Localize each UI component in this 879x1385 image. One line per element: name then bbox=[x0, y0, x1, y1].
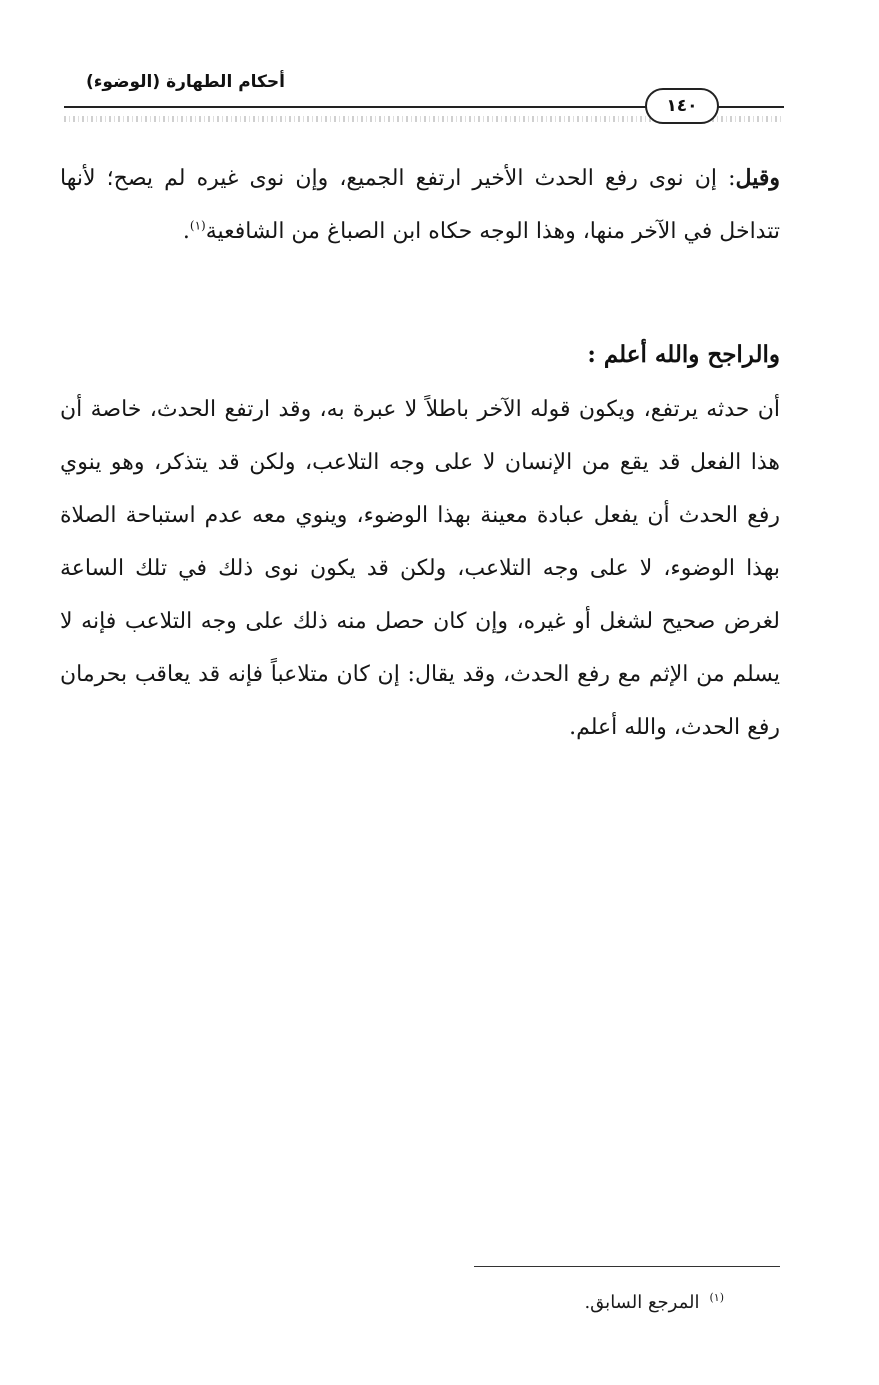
footnote-marker: (١) bbox=[709, 1291, 724, 1304]
paragraph-qil bbox=[60, 152, 780, 258]
footnote-reference[interactable]: (١) bbox=[189, 218, 206, 233]
header-rule-right bbox=[722, 106, 784, 108]
paragraph-preferred-view: أن حدثه يرتفع، ويكون قوله الآخر باطلاً لا عبرة به، وقد ارتفع الحدث، خاصة أن هذا الفعل قد يقع من الإنسان لا على وجه التلاعب، ولكن قد يتذكر، وهو ينوي رفع الحدث أن يفعل عبادة معينة بهذا الوضوء، وينوي معه عدم استباحة الصلاة بهذا الوضوء، لا على وجه التلاعب، ولكن قد يكون نوى ذلك في تلك الساعة لغرض صحيح لشغل أو غيره، وإن كان حصل منه ذلك على وجه التلاعب فإنه لا يسلم من الإثم مع رفع الحدث، وقد يقال: إن كان متلاعباً فإنه قد يعاقب بحرمان رفع الحدث، والله أعلم. bbox=[60, 397, 780, 740]
footnote-text: المرجع السابق. bbox=[584, 1292, 700, 1313]
paragraph-end-punctuation: . bbox=[182, 219, 190, 244]
page-number-badge: ١٤٠ bbox=[645, 88, 719, 124]
section-subheading: والراجح والله أعلم : bbox=[587, 341, 780, 368]
paragraph-text: : إن نوى رفع الحدث الأخير ارتفع الجميع، وإن نوى غيره لم يصح؛ لأنها تتداخل في الآخر منها، وهذا الوجه حكاه ابن الصباغ من الشافعية bbox=[60, 166, 780, 244]
footnote-item bbox=[300, 1288, 724, 1318]
running-header-title: أحكام الطهارة (الوضوء) bbox=[85, 72, 285, 92]
footnote-separator bbox=[474, 1266, 780, 1267]
paragraph-lead-word: وقيل bbox=[735, 165, 780, 191]
